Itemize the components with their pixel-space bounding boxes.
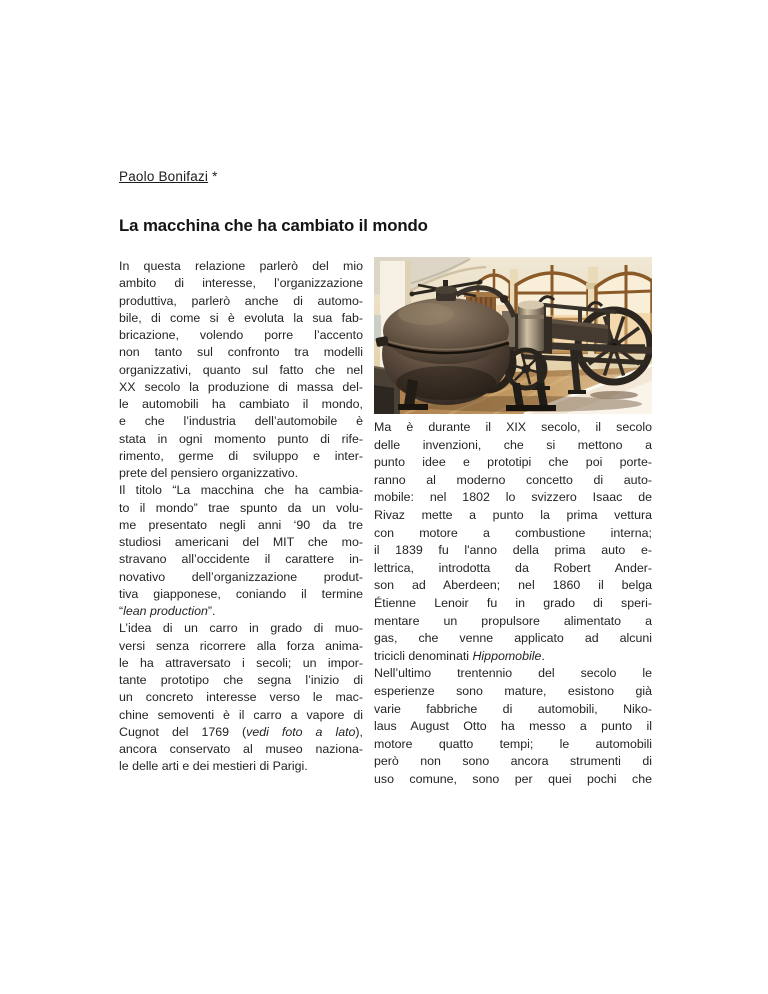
text-line: tante prototipo che segna l’inizio di xyxy=(119,673,363,687)
text-line: bricazione, volendo porre l’accento xyxy=(119,328,363,342)
text-line: versi senza ricorrere alla forza anima- xyxy=(119,638,363,653)
author-name: Paolo Bonifazi xyxy=(119,169,209,184)
text-line: le delle arti e dei mestieri di Parigi. xyxy=(119,759,308,774)
text-line: punto idee e prototipi che poi porte- xyxy=(374,455,652,470)
text-line: ancora conservato al museo naziona- xyxy=(119,742,363,756)
text-line: delle invenzioni, che si mettono a xyxy=(374,437,652,452)
text-line: mobile: nel 1802 lo svizzero Isaac de xyxy=(374,490,652,505)
text-line: L’idea di un carro in grado di muo- xyxy=(119,621,363,636)
text-line: gas, che venne applicato ad alcuni xyxy=(374,631,652,646)
text-line: XX secolo la produzione di massa del- xyxy=(119,379,363,394)
text-line: stata in ogni momento punto di rife- xyxy=(119,431,363,446)
text-line: tiva giapponese, coniando il termine xyxy=(119,586,363,601)
text-line: stravano all’occidente il carattere in- xyxy=(119,552,363,567)
text-line: Ma è durante il XIX secolo, il secolo xyxy=(374,420,652,434)
text-line: un concreto interesse verso le mac- xyxy=(119,690,363,705)
text-line: laus August Otto ha messo a punto il xyxy=(374,719,652,734)
text-line: Rivaz mette a punto la prima vettura xyxy=(374,507,652,522)
text-line: non tanto sul confronto tra modelli xyxy=(119,345,363,360)
text-line: studiosi americani del MIT che mo- xyxy=(119,535,363,549)
text-line: uso comune, sono per quei pochi che xyxy=(374,771,652,786)
text-line: esperienze sono mature, esistono già xyxy=(374,683,652,698)
cugnot-steam-carriage-photo xyxy=(374,257,652,414)
text-line: chine semoventi è il carro a vapore di xyxy=(119,707,363,722)
text-line: prete del pensiero organizzativo. xyxy=(119,466,299,480)
text-line: varie fabbriche di automobili, Niko- xyxy=(374,701,652,716)
text-line: novativo dell’organizzazione produt- xyxy=(119,569,363,584)
text-line: però non sono ancora strumenti di xyxy=(374,754,652,769)
text-line: In questa relazione parlerò del mio xyxy=(119,259,363,273)
museum-photo-illustration xyxy=(374,257,652,414)
text-line: le ha attraversato i secoli; un impor- xyxy=(119,655,363,670)
text-line: ambito di interesse, l’organizzazione xyxy=(119,276,363,291)
text-line: Cugnot del 1769 (vedi foto a lato), xyxy=(119,724,363,739)
page-title: La macchina che ha cambiato il mondo xyxy=(119,216,428,235)
text-line: rimento, germe di sviluppo e inter- xyxy=(119,448,363,463)
author-footnote-asterisk: * xyxy=(212,169,218,184)
text-line: e che l’industria dell’automobile è xyxy=(119,414,363,429)
text-line: le automobili ha cambiato il mondo, xyxy=(119,397,363,411)
text-line: con motore a combustione interna; xyxy=(374,525,652,540)
text-line: son ad Aberdeen; nel 1860 il belga xyxy=(374,578,652,593)
text-line: motore quatto tempi; le automobili xyxy=(374,736,652,751)
text-line: tricicli denominati Hippomobile. xyxy=(374,648,545,663)
two-column-body xyxy=(119,257,652,788)
text-line: mentare un propulsore alimentato a xyxy=(374,613,652,628)
text-line: Il titolo “La macchina che ha cambia- xyxy=(119,483,363,498)
text-line: Étienne Lenoir fu in grado di speri- xyxy=(374,595,652,610)
text-line: to il mondo” trae spunto da un volu- xyxy=(119,500,363,515)
right-column xyxy=(374,257,652,788)
text-line: me presentato negli anni ‘90 da tre xyxy=(119,517,363,532)
author-line xyxy=(119,169,218,184)
text-line: bile, di come si è evoluta la sua fab- xyxy=(119,310,363,325)
text-line: ranno al moderno concetto di auto- xyxy=(374,472,652,487)
text-line: “lean production”. xyxy=(119,604,216,618)
right-column-text xyxy=(374,419,652,788)
text-line: organizzativi, quanto sul fatto che nel xyxy=(119,362,363,377)
text-line: produttiva, parlerò anche di automo- xyxy=(119,293,363,308)
text-line: il 1839 fu l'anno della prima auto e- xyxy=(374,543,652,558)
text-line: Nell’ultimo trentennio del secolo le xyxy=(374,666,652,681)
text-line: lettrica, introdotta da Robert Ander- xyxy=(374,560,652,575)
left-column xyxy=(119,257,363,788)
